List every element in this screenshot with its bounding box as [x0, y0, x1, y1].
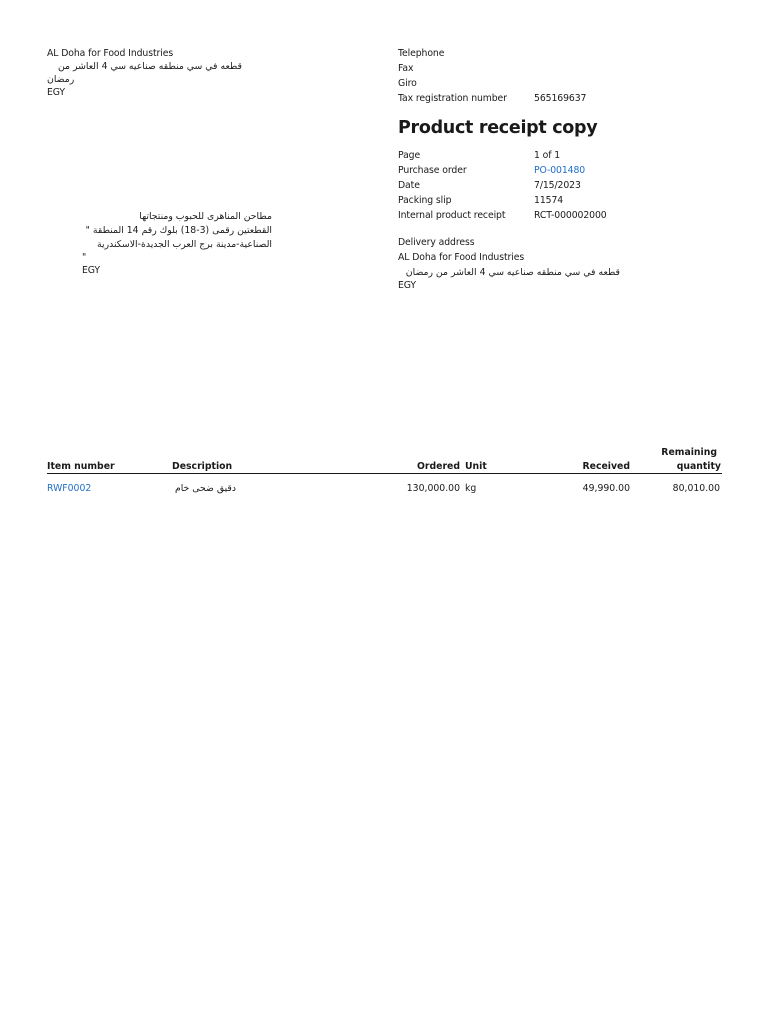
page-value: 1 of 1	[534, 150, 561, 161]
packing-slip-label: Packing slip	[398, 195, 452, 206]
sender-address-block	[47, 47, 262, 99]
internal-receipt-value: RCT-000002000	[534, 210, 607, 221]
tax-value: 565169637	[534, 93, 587, 104]
col-header-description: Description	[172, 461, 233, 472]
delivery-address-label: Delivery address	[398, 237, 475, 248]
telephone-label: Telephone	[398, 48, 445, 59]
item-number-link[interactable]: RWF0002	[47, 483, 92, 494]
delivery-address-block	[398, 236, 648, 292]
col-header-ordered: Ordered	[417, 461, 460, 472]
sender-country: EGY	[47, 87, 65, 98]
purchase-order-link[interactable]: PO-001480	[534, 165, 586, 176]
page-label: Page	[398, 150, 421, 161]
remaining-quantity: 80,010.00	[672, 483, 720, 494]
col-header-item-number: Item number	[47, 461, 115, 472]
received-quantity: 49,990.00	[582, 483, 630, 494]
vendor-address-block	[82, 210, 282, 277]
purchase-order-label: Purchase order	[398, 165, 467, 176]
vendor-address-line1: القطعتين رقمى (3-18) بلوك رقم 14 المنطقة "	[85, 225, 272, 236]
giro-label: Giro	[398, 78, 417, 89]
delivery-country: EGY	[398, 280, 416, 291]
col-header-remaining-line1: Remaining	[661, 447, 717, 458]
col-header-remaining-line2: quantity	[676, 461, 721, 472]
sender-address-line2: رمضان	[47, 74, 75, 85]
delivery-name: AL Doha for Food Industries	[398, 252, 525, 263]
delivery-address-line: قطعه في سي منطقه صناعيه سي 4 العاشر من رمضان	[405, 267, 620, 278]
vendor-address-line2: الصناعية-مدينة برج العرب الجديدة-الاسكندرية	[97, 239, 272, 250]
packing-slip-value: 11574	[534, 195, 564, 206]
header-rule	[47, 473, 722, 474]
vendor-name: مطاحن المناهرى للحبوب ومنتجاتها	[139, 211, 272, 222]
tax-label: Tax registration number	[398, 93, 507, 104]
date-label: Date	[398, 180, 420, 191]
vendor-country: EGY	[82, 265, 100, 276]
item-description: دقيق ضحى خام	[174, 483, 236, 494]
ordered-quantity: 130,000.00	[406, 483, 460, 494]
sender-name: AL Doha for Food Industries	[47, 48, 174, 59]
col-header-unit: Unit	[465, 461, 487, 472]
col-header-received: Received	[582, 461, 630, 472]
date-value: 7/15/2023	[534, 180, 581, 191]
vendor-address-line3: "	[82, 252, 87, 263]
fax-label: Fax	[398, 63, 414, 74]
document-title: Product receipt copy	[398, 118, 598, 138]
internal-receipt-label: Internal product receipt	[398, 210, 506, 221]
unit-value: kg	[465, 483, 477, 494]
sender-address-line1: قطعه في سي منطقه صناعيه سي 4 العاشر من	[57, 61, 242, 72]
